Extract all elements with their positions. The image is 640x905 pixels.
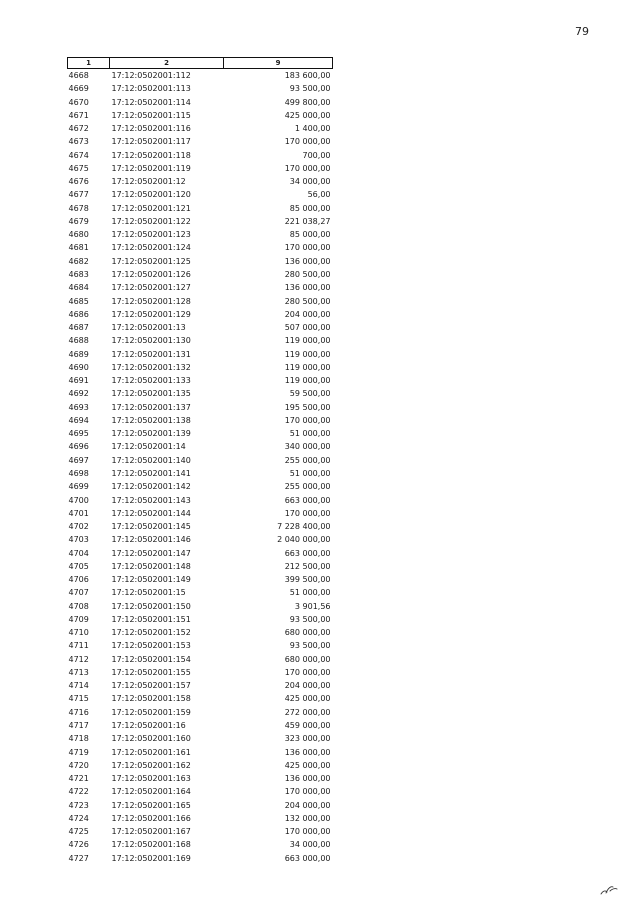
table-row (68, 135, 333, 148)
cadastral-value-cell: 255 000,00 (284, 482, 331, 492)
cadastral-number-cell: 17:12:0502001:155 (111, 667, 191, 677)
cadastral-value-cell: 170 000,00 (284, 508, 331, 518)
row-number-cell: 4702 (68, 522, 89, 532)
cadastral-number-cell: 17:12:0502001:150 (111, 601, 191, 611)
table-row (68, 520, 333, 533)
cadastral-number-cell: 17:12:0502001:143 (111, 495, 191, 505)
row-number-cell: 4725 (68, 827, 89, 837)
cadastral-value-cell: 93 500,00 (289, 614, 331, 624)
cadastral-number-cell: 17:12:0502001:153 (111, 641, 191, 651)
row-number-cell: 4700 (68, 495, 89, 505)
column-header-cadastral-value: 9 (224, 58, 333, 69)
row-number-cell: 4678 (68, 203, 89, 213)
column-header-number: 1 (68, 58, 110, 69)
cadastral-value-cell: 170 000,00 (284, 137, 331, 147)
row-number-cell: 4715 (68, 694, 89, 704)
cadastral-value-cell: 204 000,00 (284, 681, 331, 691)
cadastral-value-cell: 119 000,00 (284, 376, 331, 386)
cadastral-value-cell: 170 000,00 (284, 163, 331, 173)
cadastral-number-cell: 17:12:0502001:135 (111, 389, 191, 399)
cadastral-number-cell: 17:12:0502001:151 (111, 614, 191, 624)
cadastral-value-cell: 507 000,00 (284, 323, 331, 333)
cadastral-value-cell: 59 500,00 (289, 389, 331, 399)
cadastral-value-cell: 280 500,00 (284, 269, 331, 279)
table-row (68, 188, 333, 201)
cadastral-value-cell: 680 000,00 (284, 654, 331, 664)
cadastral-number-cell: 17:12:0502001:112 (111, 71, 191, 80)
row-number-cell: 4681 (68, 243, 89, 253)
table-row (68, 560, 333, 573)
table-row (68, 268, 333, 281)
row-number-cell: 4722 (68, 787, 89, 797)
table-row (68, 812, 333, 825)
table-row (68, 759, 333, 772)
row-number-cell: 4680 (68, 230, 89, 240)
cadastral-value-cell: 183 600,00 (284, 71, 331, 80)
table-row (68, 96, 333, 109)
row-number-cell: 4686 (68, 309, 89, 319)
table-row (68, 732, 333, 745)
row-number-cell: 4673 (68, 137, 89, 147)
row-number-cell: 4674 (68, 150, 89, 160)
cadastral-number-cell: 17:12:0502001:158 (111, 694, 191, 704)
header-row (68, 58, 333, 69)
table-row (68, 653, 333, 666)
cadastral-number-cell: 17:12:0502001:115 (111, 110, 191, 120)
table-row (68, 361, 333, 374)
table-row (68, 692, 333, 705)
cadastral-number-cell: 17:12:0502001:130 (111, 336, 191, 346)
cadastral-number-cell: 17:12:0502001:160 (111, 734, 191, 744)
cadastral-number-cell: 17:12:0502001:124 (111, 243, 191, 253)
table-row (68, 149, 333, 162)
cadastral-value-cell: 7 228 400,00 (277, 522, 331, 532)
cadastral-number-cell: 17:12:0502001:119 (111, 163, 191, 173)
cadastral-number-cell: 17:12:0502001:148 (111, 561, 191, 571)
row-number-cell: 4704 (68, 548, 89, 558)
cadastral-number-cell: 17:12:0502001:147 (111, 548, 191, 558)
table-row (68, 706, 333, 719)
cadastral-value-cell: 221 038,27 (284, 216, 331, 226)
cadastral-number-cell: 17:12:0502001:154 (111, 654, 191, 664)
table-row (68, 162, 333, 175)
cadastral-value-cell: 3 901,56 (294, 601, 331, 611)
cadastral-number-cell: 17:12:0502001:146 (111, 535, 191, 545)
cadastral-number-cell: 17:12:0502001:137 (111, 402, 191, 412)
table-row (68, 600, 333, 613)
table-row (68, 480, 333, 493)
row-number-cell: 4705 (68, 561, 89, 571)
cadastral-value-cell: 204 000,00 (284, 800, 331, 810)
cadastral-number-cell: 17:12:0502001:128 (111, 296, 191, 306)
row-number-cell: 4691 (68, 376, 89, 386)
cadastral-number-cell: 17:12:0502001:161 (111, 747, 191, 757)
row-number-cell: 4714 (68, 681, 89, 691)
table-row (68, 334, 333, 347)
row-number-cell: 4682 (68, 256, 89, 266)
cadastral-value-cell: 56,00 (307, 190, 331, 200)
cadastral-value-cell: 170 000,00 (284, 415, 331, 425)
cadastral-number-cell: 17:12:0502001:122 (111, 216, 191, 226)
cadastral-value-cell: 34 000,00 (289, 177, 331, 187)
table-body (68, 69, 333, 865)
cadastral-value-cell: 119 000,00 (284, 349, 331, 359)
cadastral-value-cell: 425 000,00 (284, 110, 331, 120)
row-number-cell: 4721 (68, 774, 89, 784)
cadastral-number-cell: 17:12:0502001:118 (111, 150, 191, 160)
row-number-cell: 4724 (68, 813, 89, 823)
row-number-cell: 4701 (68, 508, 89, 518)
row-number-cell: 4711 (68, 641, 89, 651)
cadastral-number-cell: 17:12:0502001:145 (111, 522, 191, 532)
cadastral-value-cell: 136 000,00 (284, 256, 331, 266)
cadastral-number-cell: 17:12:0502001:113 (111, 84, 191, 94)
cadastral-number-cell: 17:12:0502001:15 (111, 588, 186, 598)
cadastral-number-cell: 17:12:0502001:152 (111, 628, 191, 638)
cadastral-value-cell: 119 000,00 (284, 336, 331, 346)
row-number-cell: 4689 (68, 349, 89, 359)
table-row (68, 825, 333, 838)
table-row (68, 613, 333, 626)
row-number-cell: 4699 (68, 482, 89, 492)
cadastral-number-cell: 17:12:0502001:13 (111, 323, 186, 333)
row-number-cell: 4698 (68, 468, 89, 478)
row-number-cell: 4710 (68, 628, 89, 638)
cadastral-value-cell: 459 000,00 (284, 721, 331, 731)
cadastral-value-cell: 119 000,00 (284, 362, 331, 372)
table-row (68, 387, 333, 400)
table-row (68, 295, 333, 308)
row-number-cell: 4696 (68, 442, 89, 452)
cadastral-number-cell: 17:12:0502001:140 (111, 455, 191, 465)
row-number-cell: 4709 (68, 614, 89, 624)
cadastral-number-cell: 17:12:0502001:14 (111, 442, 186, 452)
cadastral-number-cell: 17:12:0502001:149 (111, 575, 191, 585)
cadastral-number-cell: 17:12:0502001:126 (111, 269, 191, 279)
cadastral-number-cell: 17:12:0502001:142 (111, 482, 191, 492)
row-number-cell: 4679 (68, 216, 89, 226)
cadastral-number-cell: 17:12:0502001:127 (111, 283, 191, 293)
row-number-cell: 4713 (68, 667, 89, 677)
row-number-cell: 4677 (68, 190, 89, 200)
table-row (68, 838, 333, 851)
cadastral-value-cell: 425 000,00 (284, 694, 331, 704)
cadastral-value-cell: 51 000,00 (289, 429, 331, 439)
cadastral-value-cell: 170 000,00 (284, 243, 331, 253)
cadastral-value-cell: 212 500,00 (284, 561, 331, 571)
cadastral-value-cell: 132 000,00 (284, 813, 331, 823)
cadastral-value-cell: 663 000,00 (284, 548, 331, 558)
cadastral-value-cell: 204 000,00 (284, 309, 331, 319)
cadastral-number-cell: 17:12:0502001:141 (111, 468, 191, 478)
row-number-cell: 4668 (68, 71, 89, 80)
cadastral-number-cell: 17:12:0502001:165 (111, 800, 191, 810)
cadastral-number-cell: 17:12:0502001:132 (111, 362, 191, 372)
cadastral-number-cell: 17:12:0502001:169 (111, 853, 191, 863)
row-number-cell: 4688 (68, 336, 89, 346)
row-number-cell: 4683 (68, 269, 89, 279)
cadastral-value-cell: 136 000,00 (284, 774, 331, 784)
row-number-cell: 4685 (68, 296, 89, 306)
row-number-cell: 4687 (68, 323, 89, 333)
row-number-cell: 4693 (68, 402, 89, 412)
table-row (68, 626, 333, 639)
cadastral-number-cell: 17:12:0502001:133 (111, 376, 191, 386)
row-number-cell: 4684 (68, 283, 89, 293)
cadastral-value-cell: 425 000,00 (284, 760, 331, 770)
table-row (68, 494, 333, 507)
row-number-cell: 4720 (68, 760, 89, 770)
table-row (68, 533, 333, 546)
table-row (68, 746, 333, 759)
cadastral-value-cell: 499 800,00 (284, 97, 331, 107)
cadastral-number-cell: 17:12:0502001:12 (111, 177, 186, 187)
table-row (68, 440, 333, 453)
cadastral-value-cell: 680 000,00 (284, 628, 331, 638)
table-row (68, 175, 333, 188)
table-row (68, 785, 333, 798)
table-row (68, 281, 333, 294)
cadastral-value-cell: 136 000,00 (284, 283, 331, 293)
cadastral-number-cell: 17:12:0502001:121 (111, 203, 191, 213)
row-number-cell: 4703 (68, 535, 89, 545)
row-number-cell: 4723 (68, 800, 89, 810)
table-row (68, 427, 333, 440)
table-row (68, 586, 333, 599)
cadastral-number-cell: 17:12:0502001:123 (111, 230, 191, 240)
row-number-cell: 4670 (68, 97, 89, 107)
cadastral-value-cell: 280 500,00 (284, 296, 331, 306)
cadastral-value-cell: 136 000,00 (284, 747, 331, 757)
table-row (68, 82, 333, 95)
cadastral-value-cell: 93 500,00 (289, 84, 331, 94)
row-number-cell: 4712 (68, 654, 89, 664)
column-header-cadastral-number: 2 (110, 58, 224, 69)
table-row (68, 228, 333, 241)
table-row (68, 679, 333, 692)
cadastral-number-cell: 17:12:0502001:167 (111, 827, 191, 837)
cadastral-value-cell: 85 000,00 (289, 203, 331, 213)
cadastral-number-cell: 17:12:0502001:129 (111, 309, 191, 319)
cadastral-number-cell: 17:12:0502001:131 (111, 349, 191, 359)
cadastral-number-cell: 17:12:0502001:159 (111, 707, 191, 717)
row-number-cell: 4718 (68, 734, 89, 744)
table-row (68, 215, 333, 228)
cadastral-number-cell: 17:12:0502001:164 (111, 787, 191, 797)
cadastral-number-cell: 17:12:0502001:138 (111, 415, 191, 425)
cadastral-value-cell: 195 500,00 (284, 402, 331, 412)
table-row (68, 348, 333, 361)
row-number-cell: 4727 (68, 853, 89, 863)
cadastral-value-cell: 2 040 000,00 (277, 535, 331, 545)
row-number-cell: 4719 (68, 747, 89, 757)
row-number-cell: 4697 (68, 455, 89, 465)
table-row (68, 719, 333, 732)
table-row (68, 308, 333, 321)
cadastral-value-cell: 399 500,00 (284, 575, 331, 585)
row-number-cell: 4695 (68, 429, 89, 439)
row-number-cell: 4717 (68, 721, 89, 731)
cadastral-value-cell: 51 000,00 (289, 468, 331, 478)
page-number: 79 (575, 25, 589, 38)
table-row (68, 507, 333, 520)
cadastral-number-cell: 17:12:0502001:163 (111, 774, 191, 784)
table-row (68, 122, 333, 135)
table-row (68, 573, 333, 586)
table-header (68, 58, 333, 69)
cadastral-value-cell: 93 500,00 (289, 641, 331, 651)
table-row (68, 321, 333, 334)
cadastral-value-cell: 51 000,00 (289, 588, 331, 598)
table-row (68, 547, 333, 560)
row-number-cell: 4692 (68, 389, 89, 399)
table-row (68, 852, 333, 865)
handwritten-initials-icon (600, 884, 618, 896)
cadastral-value-cell: 85 000,00 (289, 230, 331, 240)
table-row (68, 69, 333, 83)
cadastral-value-cell: 340 000,00 (284, 442, 331, 452)
cadastral-value-cell: 170 000,00 (284, 787, 331, 797)
cadastral-number-cell: 17:12:0502001:125 (111, 256, 191, 266)
table-row (68, 109, 333, 122)
row-number-cell: 4707 (68, 588, 89, 598)
table-row (68, 639, 333, 652)
table-row (68, 666, 333, 679)
cadastral-value-table (67, 57, 333, 865)
cadastral-number-cell: 17:12:0502001:139 (111, 429, 191, 439)
cadastral-number-cell: 17:12:0502001:157 (111, 681, 191, 691)
cadastral-value-cell: 34 000,00 (289, 840, 331, 850)
table-row (68, 454, 333, 467)
cadastral-value-cell: 170 000,00 (284, 827, 331, 837)
cadastral-value-cell: 272 000,00 (284, 707, 331, 717)
row-number-cell: 4672 (68, 124, 89, 134)
row-number-cell: 4669 (68, 84, 89, 94)
cadastral-value-cell: 255 000,00 (284, 455, 331, 465)
cadastral-value-cell: 663 000,00 (284, 495, 331, 505)
cadastral-value-cell: 170 000,00 (284, 667, 331, 677)
cadastral-number-cell: 17:12:0502001:117 (111, 137, 191, 147)
table-row (68, 255, 333, 268)
table-row (68, 241, 333, 254)
cadastral-value-cell: 323 000,00 (284, 734, 331, 744)
table-row (68, 467, 333, 480)
table-row (68, 202, 333, 215)
row-number-cell: 4726 (68, 840, 89, 850)
cadastral-number-cell: 17:12:0502001:116 (111, 124, 191, 134)
row-number-cell: 4706 (68, 575, 89, 585)
table-row (68, 414, 333, 427)
cadastral-value-cell: 1 400,00 (294, 124, 331, 134)
cadastral-number-cell: 17:12:0502001:166 (111, 813, 191, 823)
table-row (68, 374, 333, 387)
cadastral-value-cell: 663 000,00 (284, 853, 331, 863)
cadastral-number-cell: 17:12:0502001:144 (111, 508, 191, 518)
cadastral-number-cell: 17:12:0502001:16 (111, 721, 186, 731)
cadastral-number-cell: 17:12:0502001:162 (111, 760, 191, 770)
row-number-cell: 4676 (68, 177, 89, 187)
row-number-cell: 4671 (68, 110, 89, 120)
cadastral-number-cell: 17:12:0502001:120 (111, 190, 191, 200)
cadastral-number-cell: 17:12:0502001:168 (111, 840, 191, 850)
table-row (68, 772, 333, 785)
table-row (68, 401, 333, 414)
row-number-cell: 4694 (68, 415, 89, 425)
row-number-cell: 4708 (68, 601, 89, 611)
row-number-cell: 4690 (68, 362, 89, 372)
row-number-cell: 4716 (68, 707, 89, 717)
cadastral-number-cell: 17:12:0502001:114 (111, 97, 191, 107)
table-row (68, 799, 333, 812)
row-number-cell: 4675 (68, 163, 89, 173)
cadastral-value-cell: 700,00 (302, 150, 331, 160)
